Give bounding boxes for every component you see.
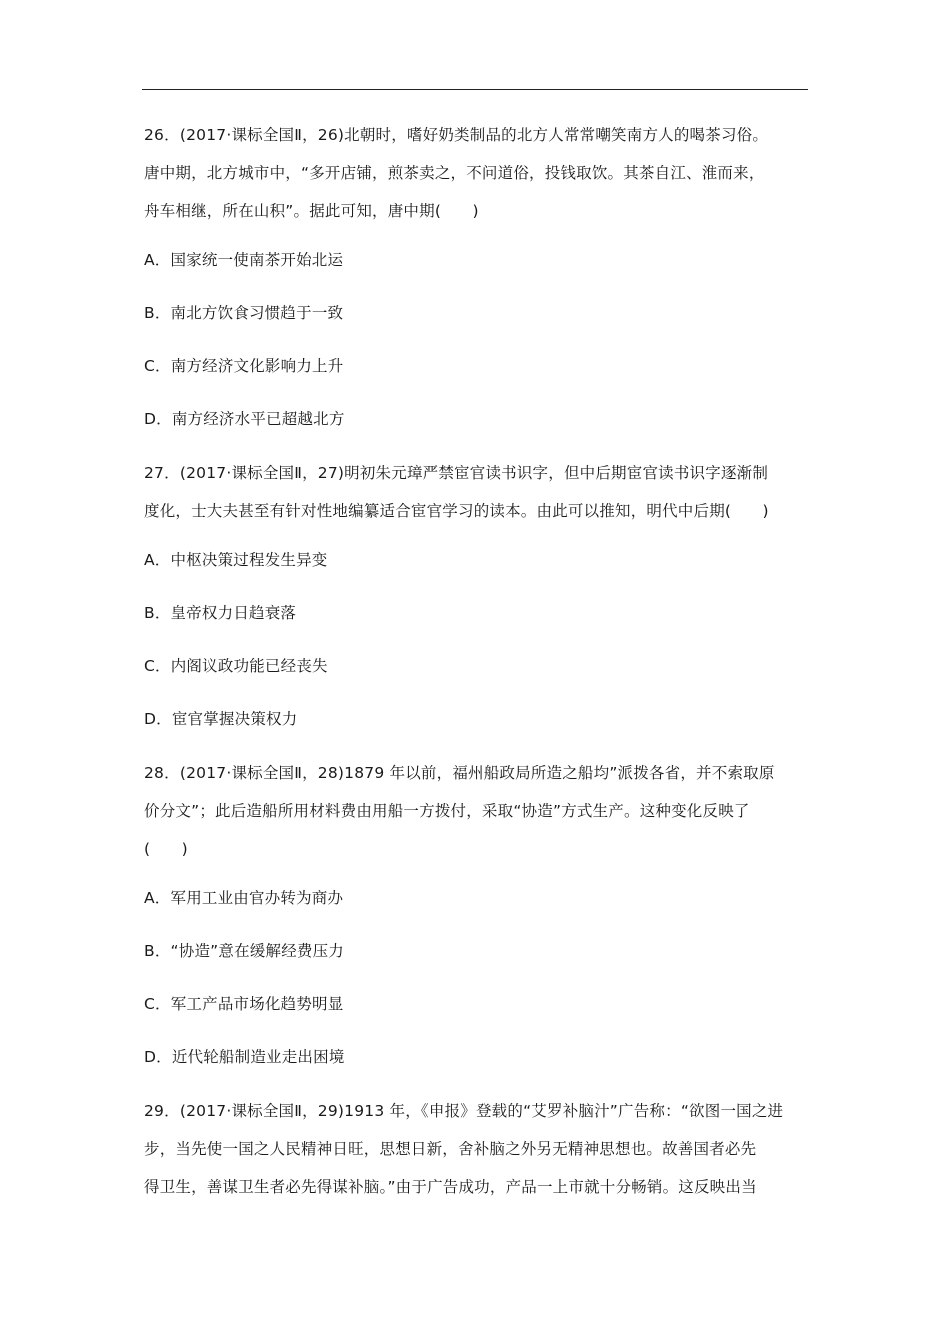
- option-b: B．“协造”意在缓解经费压力: [144, 942, 344, 960]
- option-b: B．皇帝权力日趋衰落: [144, 604, 297, 622]
- question-text-line: 唐中期，北方城市中，“多开店铺，煎茶卖之，不问道俗，投钱取饮。其茶自江、淮而来，: [144, 164, 765, 182]
- option-d: D．南方经济水平已超越北方: [144, 410, 345, 428]
- question-27: [144, 454, 810, 754]
- question-26: [144, 116, 810, 454]
- option-a: A．军用工业由官办转为商办: [144, 889, 344, 907]
- question-text-line: 舟车相继，所在山积”。据此可知，唐中期( ): [144, 202, 479, 220]
- question-list: [144, 116, 810, 1206]
- option-c: C．南方经济文化影响力上升: [144, 357, 344, 375]
- option-a: A．国家统一使南茶开始北运: [144, 251, 344, 269]
- question-text-line: ( ): [144, 840, 188, 858]
- question-text-line: 度化，士大夫甚至有针对性地编纂适合宦官学习的读本。由此可以推知，明代中后期( ): [144, 502, 769, 520]
- option-c: C．内阁议政功能已经丧失: [144, 657, 328, 675]
- option-a: A．中枢决策过程发生异变: [144, 551, 328, 569]
- option-c: C．军工产品市场化趋势明显: [144, 995, 344, 1013]
- question-text-line: 步，当先使一国之人民精神日旺，思想日新，舍补脑之外另无精神思想也。故善国者必先: [144, 1140, 757, 1158]
- question-text-line: 得卫生，善谋卫生者必先得谋补脑。”由于广告成功，产品一上市就十分畅销。这反映出当: [144, 1178, 757, 1196]
- question-28: [144, 754, 810, 1092]
- question-text-line: 27．(2017·课标全国Ⅱ，27)明初朱元璋严禁宦官读书识字，但中后期宦官读书识字逐渐制: [144, 464, 769, 482]
- option-b: B．南北方饮食习惯趋于一致: [144, 304, 344, 322]
- question-text-line: 29．(2017·课标全国Ⅱ，29)1913 年，《申报》登载的“艾罗补脑汁”广告称：“欲图一国之进: [144, 1102, 784, 1120]
- header-rule: [142, 89, 808, 90]
- option-d: D．宦官掌握决策权力: [144, 710, 298, 728]
- question-text-line: 28．(2017·课标全国Ⅱ，28)1879 年以前，福州船政局所造之船均”派拨各省，并不索取原: [144, 764, 775, 782]
- option-d: D．近代轮船制造业走出困境: [144, 1048, 345, 1066]
- question-29: [144, 1092, 810, 1206]
- question-text-line: 价分文”；此后造船所用材料费由用船一方拨付，采取“协造”方式生产。这种变化反映了: [144, 802, 750, 820]
- question-text-line: 26．(2017·课标全国Ⅱ，26)北朝时，嗜好奶类制品的北方人常常嘲笑南方人的喝茶习俗。: [144, 126, 769, 144]
